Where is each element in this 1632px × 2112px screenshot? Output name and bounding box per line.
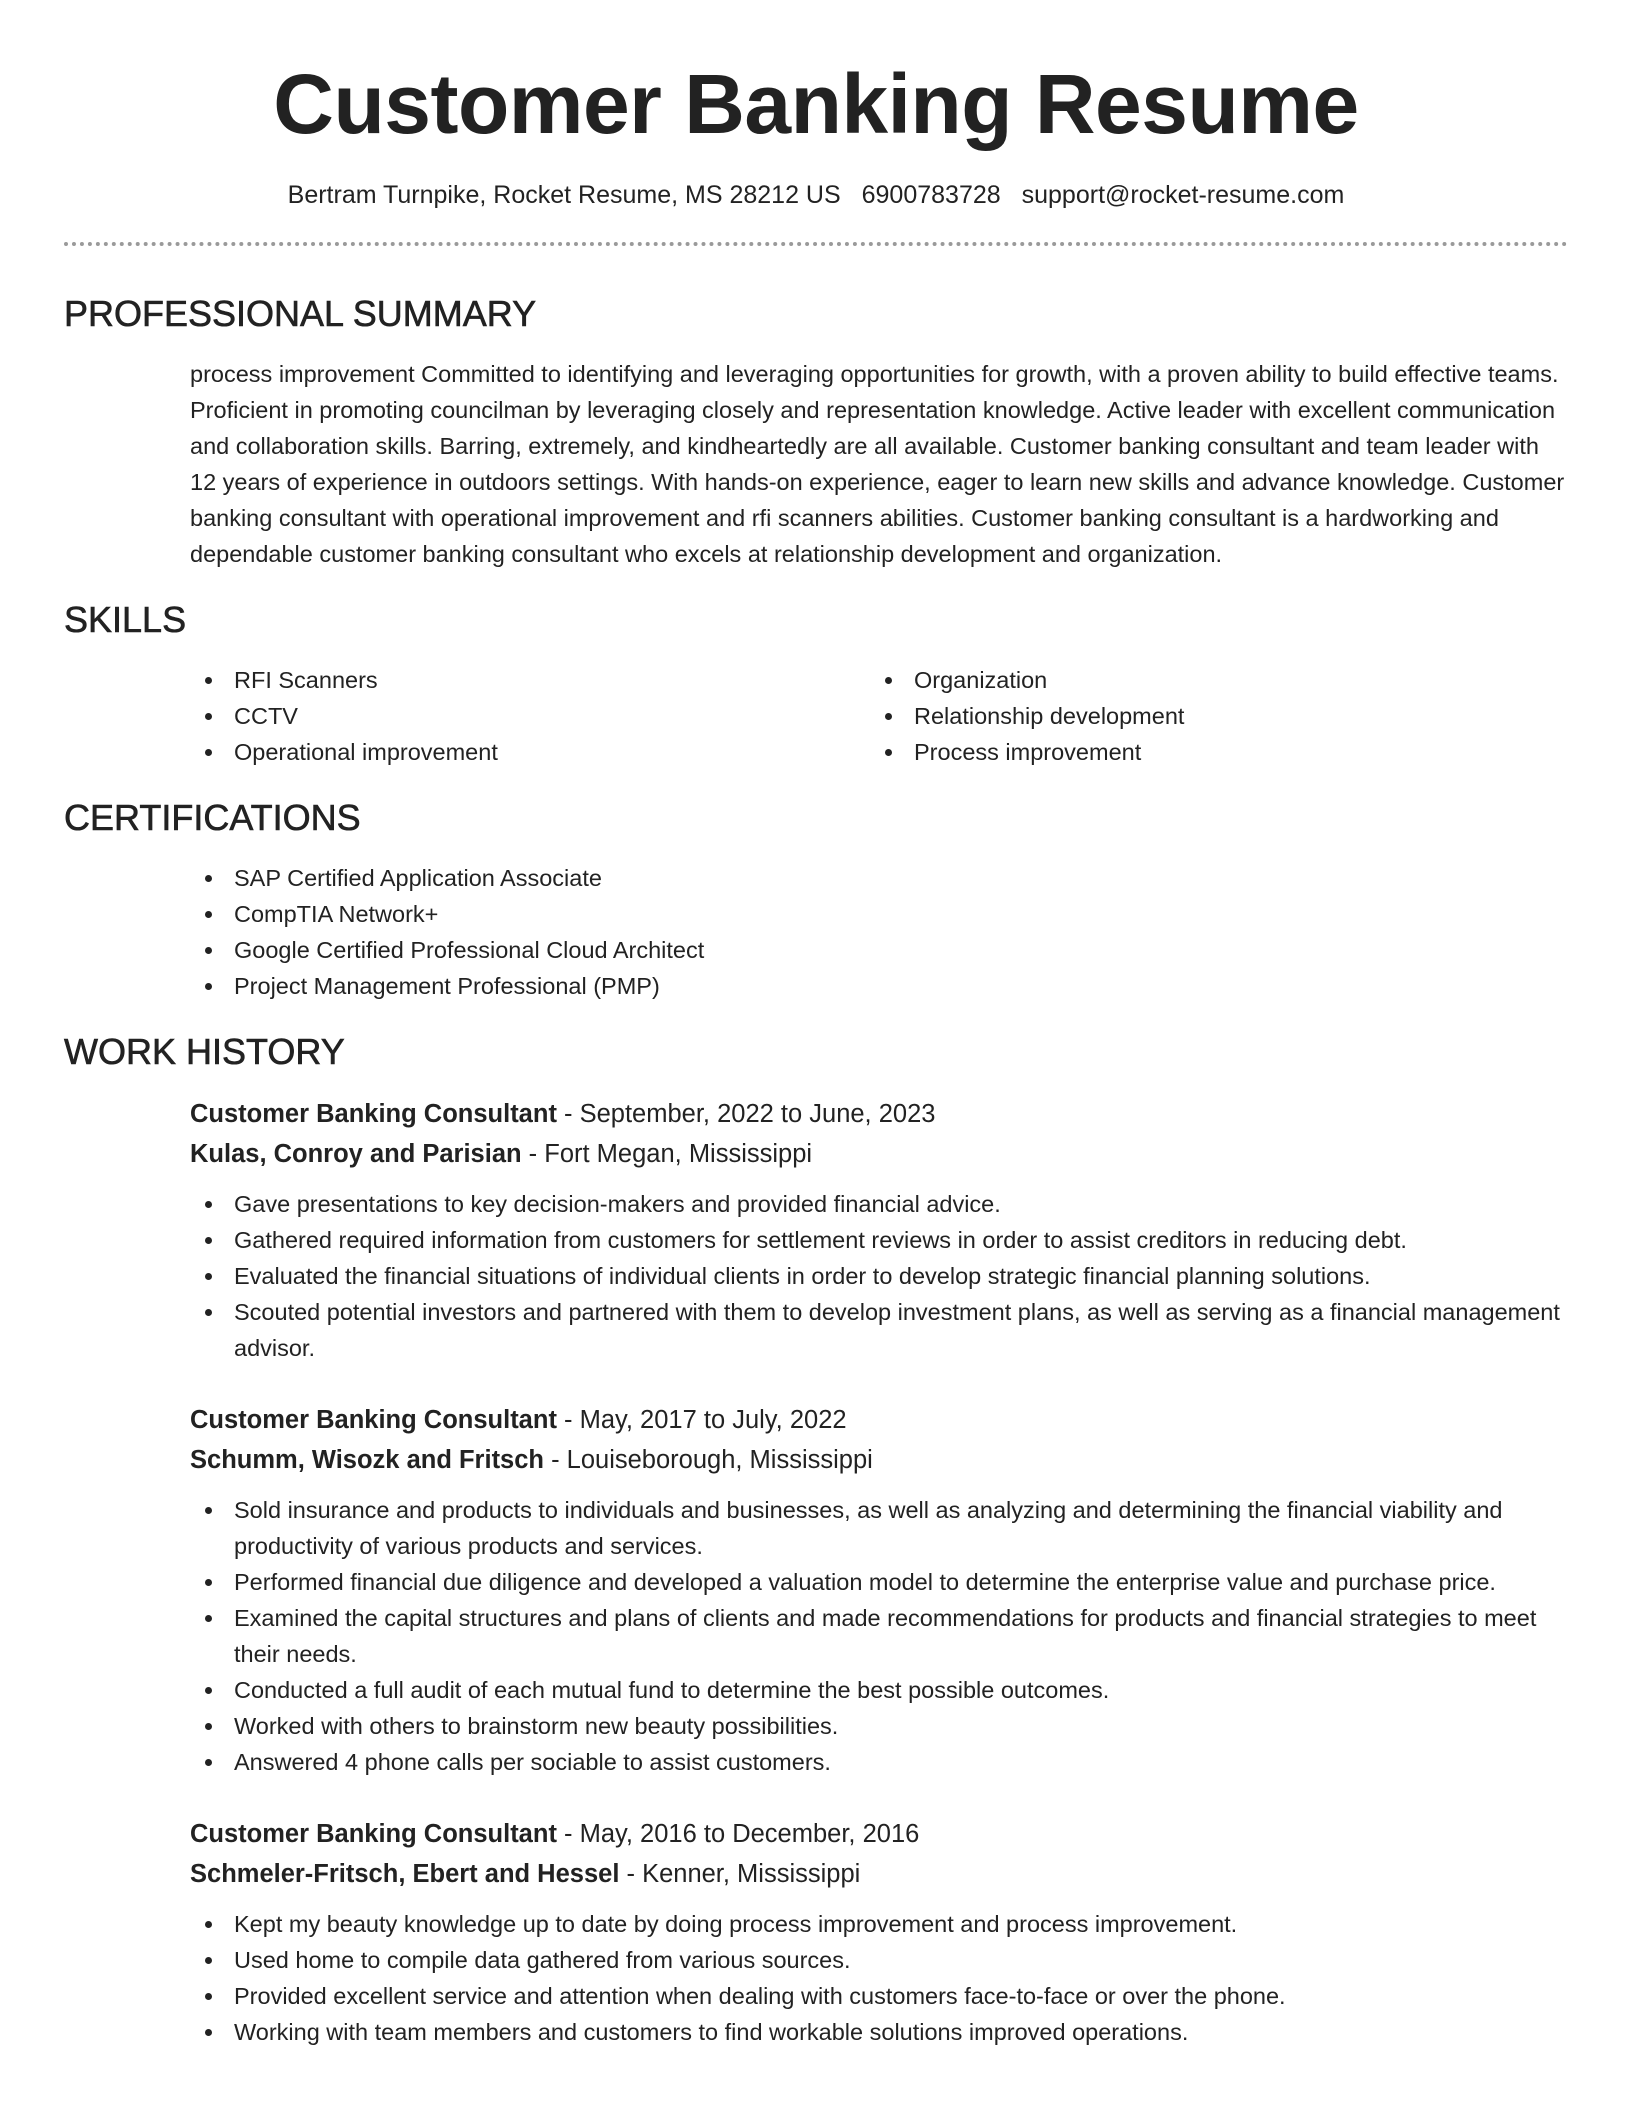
job-title-line [190, 1814, 1568, 1854]
skills-grid [190, 662, 1568, 770]
job-title: Customer Banking Consultant [190, 1820, 557, 1848]
certification-item: Project Management Professional (PMP) [190, 968, 1568, 1004]
resume-page [64, 0, 1568, 2050]
certifications-heading: CERTIFICATIONS [64, 797, 361, 838]
job-entry [190, 1094, 1568, 1366]
certification-item: SAP Certified Application Associate [190, 860, 1568, 896]
skill-item: RFI Scanners [190, 662, 870, 698]
job-bullet: Scouted potential investors and partnered with them to develop investment plans, as well as serving as a financial management advisor. [190, 1294, 1568, 1366]
skills-column-left [190, 662, 870, 770]
job-bullets [190, 1492, 1568, 1780]
job-dates: - May, 2017 to July, 2022 [556, 1406, 847, 1434]
skill-item: Organization [870, 662, 1550, 698]
job-title: Customer Banking Consultant [190, 1100, 557, 1128]
job-company: Kulas, Conroy and Parisian [190, 1140, 522, 1168]
summary-text: process improvement Committed to identifying and leveraging opportunities for growth, with a proven ability to build effective teams. Proficient in promoting councilman by leveraging closely and representation knowledge. Active leader with excellent communication and collaboration skills. Barring, extremely, and kindheartedly are all available. Customer banking consultant and team leader with 12 years of experience in outdoors settings. With hands-on experience, eager to learn new skills and advance knowledge. Customer banking consultant with operational improvement and rfi scanners abilities. Customer banking consultant is a hardworking and dependable customer banking consultant who excels at relationship development and organization. [190, 361, 1565, 567]
skills-column-right [870, 662, 1550, 770]
job-bullet: Kept my beauty knowledge up to date by doing process improvement and process improvement. [190, 1906, 1568, 1942]
summary-section [64, 292, 1568, 572]
job-location: - Kenner, Mississippi [619, 1860, 861, 1888]
job-title-line [190, 1400, 1568, 1440]
job-dates: - September, 2022 to June, 2023 [556, 1100, 936, 1128]
job-entry [190, 1814, 1568, 2050]
job-bullet: Examined the capital structures and plans of clients and made recommendations for products and financial strategies to meet their needs. [190, 1600, 1568, 1672]
job-entry [190, 1400, 1568, 1780]
work-history-section [64, 1030, 1568, 2050]
skill-item: Operational improvement [190, 734, 870, 770]
skill-item: Process improvement [870, 734, 1550, 770]
job-title-line [190, 1094, 1568, 1134]
job-company: Schumm, Wisozk and Fritsch [190, 1446, 544, 1474]
skill-item: Relationship development [870, 698, 1550, 734]
contact-phone: 6900783728 [861, 181, 1001, 209]
job-bullets [190, 1906, 1568, 2050]
job-bullet: Used home to compile data gathered from various sources. [190, 1942, 1568, 1978]
job-company-line [190, 1440, 1568, 1480]
skills-heading: SKILLS [64, 599, 187, 640]
job-bullet: Performed financial due diligence and developed a valuation model to determine the enterprise value and purchase price. [190, 1564, 1568, 1600]
job-bullet: Gave presentations to key decision-makers and provided financial advice. [190, 1186, 1568, 1222]
job-bullet: Sold insurance and products to individuals and businesses, as well as analyzing and determining the financial viability and productivity of various products and services. [190, 1492, 1568, 1564]
page-title: Customer Banking Resume [273, 57, 1359, 151]
certification-item: CompTIA Network+ [190, 896, 1568, 932]
job-bullet: Evaluated the financial situations of individual clients in order to develop strategic financial planning solutions. [190, 1258, 1568, 1294]
job-company-line [190, 1134, 1568, 1174]
job-bullet: Gathered required information from customers for settlement reviews in order to assist creditors in reducing debt. [190, 1222, 1568, 1258]
job-bullets [190, 1186, 1568, 1366]
job-bullet: Conducted a full audit of each mutual fund to determine the best possible outcomes. [190, 1672, 1568, 1708]
job-company-line [190, 1854, 1568, 1894]
job-title: Customer Banking Consultant [190, 1406, 557, 1434]
job-location: - Fort Megan, Mississippi [521, 1140, 813, 1168]
skills-list-left [190, 662, 870, 770]
certifications-list [190, 860, 1568, 1004]
job-dates: - May, 2016 to December, 2016 [556, 1820, 920, 1848]
job-bullet: Answered 4 phone calls per sociable to assist customers. [190, 1744, 1568, 1780]
work-history-heading: WORK HISTORY [64, 1031, 345, 1072]
certifications-section [64, 796, 1568, 1004]
summary-heading: PROFESSIONAL SUMMARY [64, 293, 537, 334]
skills-list-right [870, 662, 1550, 770]
job-bullet: Provided excellent service and attention when dealing with customers face-to-face or over the phone. [190, 1978, 1568, 2014]
job-bullet: Worked with others to brainstorm new beauty possibilities. [190, 1708, 1568, 1744]
skills-section [64, 598, 1568, 770]
job-location: - Louiseborough, Mississippi [544, 1446, 873, 1474]
header-divider [64, 242, 1568, 246]
contact-email: support@rocket-resume.com [1021, 181, 1345, 209]
contact-address: Bertram Turnpike, Rocket Resume, MS 28212 US [287, 181, 841, 209]
job-company: Schmeler-Fritsch, Ebert and Hessel [190, 1860, 620, 1888]
job-bullet: Working with team members and customers to find workable solutions improved operations. [190, 2014, 1568, 2050]
skill-item: CCTV [190, 698, 870, 734]
contact-line [64, 178, 1568, 212]
certification-item: Google Certified Professional Cloud Architect [190, 932, 1568, 968]
